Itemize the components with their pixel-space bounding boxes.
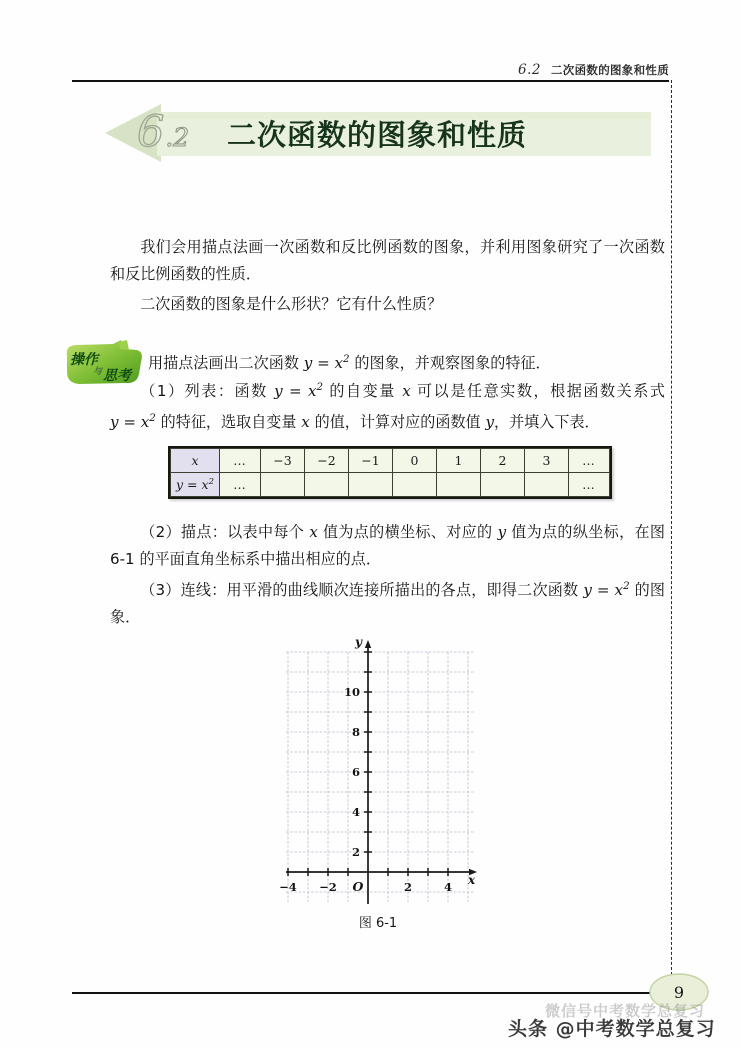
step2-var-x: x [309,523,318,541]
table-cell-x-3: −1 [349,449,393,473]
origin-label: O [352,879,364,894]
table-cell-y-1[interactable] [261,473,305,497]
paragraph-step-plot [110,519,665,573]
top-rule [72,80,669,82]
running-head-title: 二次函数的图象和性质 [551,63,669,77]
table-cell-x-8: … [569,449,610,473]
step1-text-f: ，并填入下表． [493,413,600,432]
paragraph-step-connect [110,573,665,631]
table-cell-x-2: −2 [305,449,349,473]
y-tick-label-2: 2 [351,845,360,859]
table-cell-y-4[interactable] [393,473,437,497]
banner-section-number [137,107,190,157]
table-cell-y-6[interactable] [481,473,525,497]
paragraph-intro: 我们会用描点法画一次函数和反比例函数的图象，并利用图象研究了一次函数和反比例函数的性质． [110,238,665,283]
watermark-faded: 微信号中考数学总复习 [545,1002,706,1020]
section-banner [105,104,651,162]
step1-text-d: 的特征，选取自变量 [155,413,302,432]
table-cell-x-0: … [220,449,261,473]
step1-text-e: 的值，计算对应的函数值 [309,413,486,432]
banner-title: 二次函数的图象和性质 [227,118,528,152]
table-row-y [171,473,610,497]
step3-text-b: 的图象． [110,581,665,627]
step1-text-a: （1）列表：函数 [140,382,275,401]
activity-text-prefix: 用描点法画出二次函数 [148,354,304,373]
table-cell-y-2[interactable] [305,473,349,497]
step1-var-x-1: x [402,382,411,401]
values-table [170,448,610,497]
figure-caption: 图 6-1 [358,916,398,931]
badge-label-conjunction: 与 [93,367,103,377]
table-cell-y-5[interactable] [437,473,481,497]
x-tick-label-neg4: −4 [279,880,297,894]
banner-number-sub: .2 [165,123,190,152]
step1-var-x-2: x [301,413,310,432]
x-axis-label: x [468,873,476,887]
running-head [518,62,669,78]
table-header-x: x [171,449,220,473]
activity-equation: $y = x^2$ [303,353,350,373]
y-tick-label-10: 10 [343,685,360,699]
x-tick-label-4: 4 [443,880,453,894]
step1-text-b: 的自变量 [323,382,403,401]
step1-equation-2: $y = x^2$ [110,412,156,432]
badge-label-operate: 操作 [70,352,98,368]
coordinate-grid-svg [278,632,478,912]
table-header-y: $y = x^2$ [171,473,220,497]
step3-equation: $y = x^2$ [583,580,630,600]
banner-number-main: 6 [137,107,165,157]
watermark-main: 头条 @中考数学总复习 [508,1018,716,1040]
y-tick-label-8: 8 [351,725,360,739]
table-cell-x-5: 1 [437,449,481,473]
values-table-container [168,446,612,499]
step3-text-a: （3）连线：用平滑的曲线顺次连接所描出的各点，即得二次函数 [140,581,584,600]
paragraph-question: 二次函数的图象是什么形状？它有什么性质？ [140,295,443,313]
table-cell-y-7[interactable] [525,473,569,497]
running-head-section-number: 6.2 [518,62,541,78]
table-cell-x-7: 3 [525,449,569,473]
bottom-rule [72,992,669,994]
y-tick-label-4: 4 [351,805,360,819]
table-cell-y-0: … [220,473,261,497]
y-tick-label-6: 6 [351,765,360,779]
step2-text-a: （2）描点：以表中每个 [140,523,310,541]
grid-lines [286,652,474,902]
x-tick-label-2: 2 [403,880,413,894]
step2-var-y: y [497,523,507,541]
y-axis-arrow-icon [365,640,371,648]
table-row-x [171,449,610,473]
step1-equation-1: $y = x^2$ [274,381,323,401]
table-cell-x-4: 0 [393,449,437,473]
table-cell-y-3[interactable] [349,473,393,497]
activity-text-suffix: 的图象，并观察图象的特征． [349,354,551,373]
page-number: 9 [673,982,685,1002]
x-tick-label-neg2: −2 [319,880,337,894]
step2-text-c: 值为点的纵坐标，在图 6-1 的平面直角坐标系中描出相应的点． [110,523,665,568]
axes [286,646,472,904]
paragraph-activity [148,346,665,377]
badge-label-think: 思考 [103,368,131,384]
table-cell-x-1: −3 [261,449,305,473]
dashed-margin-line [671,80,672,995]
y-axis-label: y [355,635,362,649]
table-cell-y-8: … [569,473,610,497]
step2-text-b: 值为点的横坐标、对应的 [317,523,498,541]
step1-var-y: y [485,413,494,432]
paragraph-step-list [110,374,665,436]
coordinate-grid-figure [278,632,478,912]
table-cell-x-6: 2 [481,449,525,473]
step1-text-c: 可以是任意实数，根据函数关系式 [410,382,665,401]
